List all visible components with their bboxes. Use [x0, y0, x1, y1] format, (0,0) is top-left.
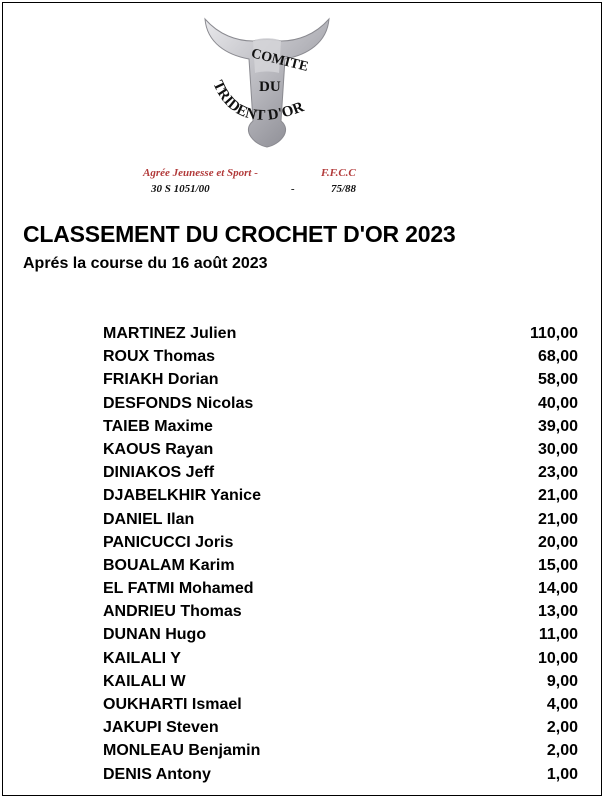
competitor-points: 2,00	[546, 719, 578, 737]
ranking-row	[103, 763, 578, 786]
ranking-row	[103, 345, 578, 368]
competitor-name: PANICUCCI Joris	[103, 533, 234, 551]
ranking-row	[103, 415, 578, 438]
logo-text-trident: TRIDENT D'OR	[209, 78, 307, 124]
competitor-name: JAKUPI Steven	[103, 719, 219, 737]
ranking-row	[103, 670, 578, 693]
competitor-name: FRIAKH Dorian	[103, 371, 219, 389]
page-title: CLASSEMENT DU CROCHET D'OR 2023	[23, 221, 456, 247]
ranking-row	[103, 693, 578, 716]
competitor-points: 58,00	[537, 371, 578, 389]
competitor-points: 15,00	[537, 556, 578, 574]
ranking-row	[103, 508, 578, 531]
ranking-row	[103, 739, 578, 762]
ranking-row	[103, 322, 578, 345]
competitor-points: 13,00	[537, 603, 578, 621]
competitor-name: DJABELKHIR Yanice	[103, 487, 261, 505]
logo-text-comite: COMITE	[249, 46, 310, 76]
trident-logo-icon	[197, 13, 337, 153]
competitor-name: DESFONDS Nicolas	[103, 394, 254, 412]
competitor-points: 68,00	[537, 348, 578, 366]
competitor-name: DUNAN Hugo	[103, 626, 207, 644]
competitor-points: 30,00	[537, 440, 578, 458]
ranking-row	[103, 368, 578, 391]
competitor-name: KAOUS Rayan	[103, 440, 214, 458]
logo-text-du: DU	[259, 79, 281, 95]
ranking-row	[103, 600, 578, 623]
competitor-points: 2,00	[546, 742, 578, 760]
competitor-points: 23,00	[537, 464, 578, 482]
approval-label: Agrée Jeunesse et Sport -	[143, 167, 258, 179]
competitor-name: TAIEB Maxime	[103, 417, 213, 435]
competitor-points: 21,00	[537, 487, 578, 505]
ranking-row	[103, 531, 578, 554]
competitor-points: 10,00	[537, 649, 578, 667]
ranking-row	[103, 623, 578, 646]
ranking-row	[103, 392, 578, 415]
competitor-name: EL FATMI Mohamed	[103, 580, 254, 598]
competitor-name: KAILALI Y	[103, 649, 181, 667]
competitor-name: DINIAKOS Jeff	[103, 464, 215, 482]
page-subtitle: Aprés la course du 16 août 2023	[23, 255, 268, 272]
competitor-name: MARTINEZ Julien	[103, 325, 237, 342]
competitor-points: 40,00	[537, 394, 578, 412]
competitor-points: 39,00	[537, 417, 578, 435]
ranking-row	[103, 438, 578, 461]
ranking-list	[103, 322, 578, 786]
competitor-points: 21,00	[537, 510, 578, 528]
competitor-points: 11,00	[538, 626, 578, 644]
federation-number: 75/88	[331, 183, 357, 195]
ranking-row	[103, 461, 578, 484]
document-frame	[2, 2, 602, 796]
competitor-name: ROUX Thomas	[103, 348, 216, 366]
competitor-points: 4,00	[546, 696, 578, 713]
competitor-points: 110,00	[529, 325, 578, 342]
ranking-row	[103, 716, 578, 739]
competitor-points: 1,00	[546, 765, 578, 783]
ranking-row	[103, 484, 578, 507]
approval-block	[143, 167, 403, 199]
approval-number: 30 S 1051/00	[151, 183, 210, 195]
ranking-row	[103, 647, 578, 670]
competitor-points: 14,00	[537, 580, 578, 598]
competitor-name: DENIS Antony	[103, 765, 211, 783]
ranking-row	[103, 554, 578, 577]
competitor-name: BOUALAM Karim	[103, 556, 235, 574]
ranking-row	[103, 577, 578, 600]
competitor-name: KAILALI W	[103, 672, 186, 690]
competitor-name: MONLEAU Benjamin	[103, 742, 261, 760]
competitor-name: OUKHARTI Ismael	[103, 696, 242, 713]
competitor-points: 20,00	[537, 533, 578, 551]
competitor-points: 9,00	[546, 672, 578, 690]
competitor-name: DANIEL Ilan	[103, 510, 195, 528]
approval-dash: -	[291, 183, 295, 195]
competitor-name: ANDRIEU Thomas	[103, 603, 242, 621]
federation-label: F.F.C.C	[321, 167, 356, 179]
